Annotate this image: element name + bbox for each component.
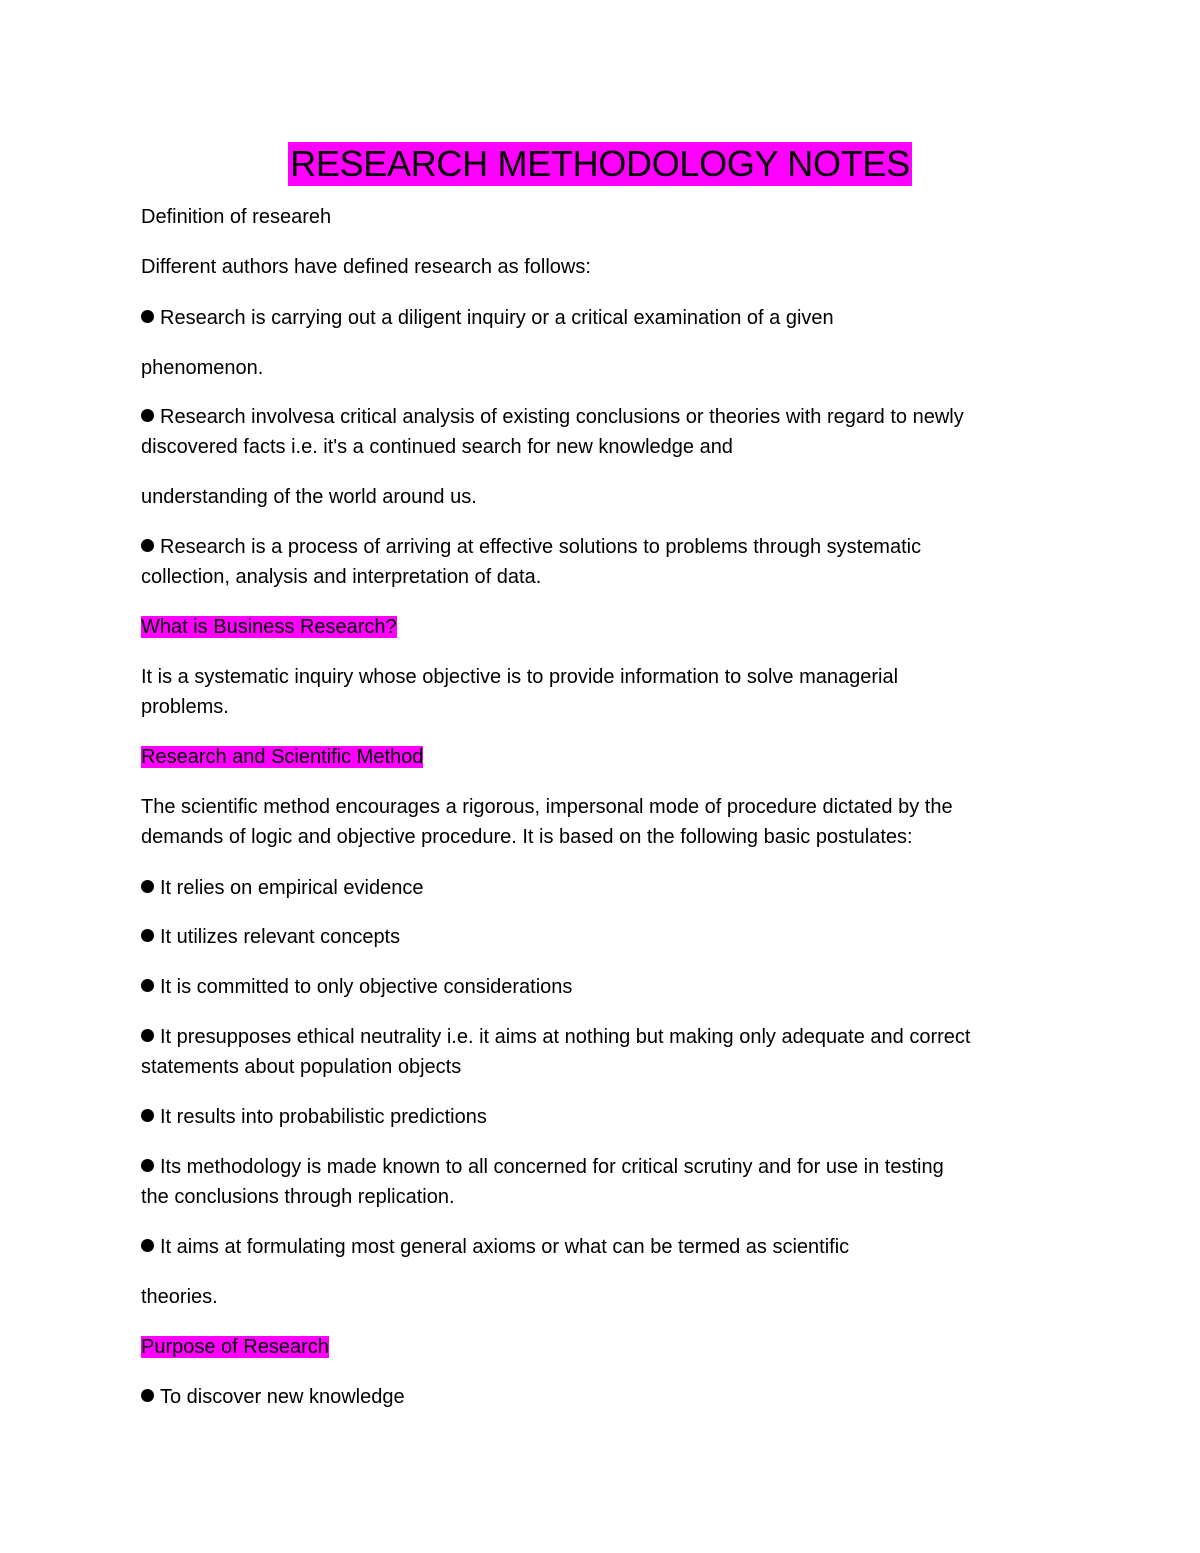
scientific-paragraph-cont: demands of logic and objective procedure. It is based on the following basic postulates: (141, 826, 913, 848)
scientific-bullet-1 (141, 873, 423, 903)
highlighted-heading: Research and Scientific Method (141, 746, 424, 768)
bullet-icon (141, 1159, 154, 1172)
scientific-bullet-6 (141, 1152, 944, 1182)
highlighted-heading: What is Business Research? (141, 616, 397, 638)
scientific-bullet-3 (141, 972, 572, 1002)
definition-bullet-3 (141, 532, 921, 562)
scientific-paragraph: The scientific method encourages a rigorous, impersonal mode of procedure dictated by the (141, 796, 953, 818)
scientific-heading (141, 742, 423, 772)
bullet-text: Research is carrying out a diligent inquiry or a critical examination of a given (160, 307, 834, 329)
bullet-text: Research involvesa critical analysis of existing conclusions or theories with regard to newly (160, 406, 964, 428)
business-paragraph-cont: problems. (141, 696, 229, 718)
scientific-bullet-4 (141, 1022, 970, 1052)
highlighted-heading: Purpose of Research (141, 1336, 329, 1358)
bullet-icon (141, 1109, 154, 1122)
scientific-bullet-6-cont: the conclusions through replication. (141, 1186, 455, 1208)
bullet-text: Its methodology is made known to all concerned for critical scrutiny and for use in testing (160, 1156, 944, 1178)
definition-bullet-2-cont: discovered facts i.e. it's a continued search for new knowledge and (141, 436, 733, 458)
scientific-bullet-4-cont: statements about population objects (141, 1056, 462, 1078)
bullet-icon (141, 310, 154, 323)
business-heading (141, 612, 397, 642)
scientific-bullet-7-cont: theories. (141, 1286, 218, 1308)
definition-bullet-2 (141, 402, 964, 432)
scientific-bullet-7 (141, 1232, 849, 1262)
bullet-icon (141, 409, 154, 422)
definition-bullet-1-cont: phenomenon. (141, 357, 264, 379)
scientific-bullet-5 (141, 1102, 487, 1132)
definition-bullet-1 (141, 303, 834, 333)
definition-heading: Definition of researeh (141, 206, 332, 228)
bullet-text: It is committed to only objective considerations (160, 976, 573, 998)
bullet-icon (141, 1389, 154, 1402)
bullet-text: It utilizes relevant concepts (160, 926, 401, 948)
definition-bullet-2-cont2: understanding of the world around us. (141, 486, 477, 508)
scientific-bullet-2 (141, 922, 400, 952)
bullet-icon (141, 979, 154, 992)
title-wrapper (0, 142, 1200, 186)
purpose-heading (141, 1332, 329, 1362)
bullet-text: It relies on empirical evidence (160, 877, 424, 899)
bullet-text: To discover new knowledge (160, 1386, 405, 1408)
bullet-icon (141, 1029, 154, 1042)
bullet-icon (141, 1239, 154, 1252)
page-title: RESEARCH METHODOLOGY NOTES (290, 143, 910, 184)
bullet-text: It aims at formulating most general axioms or what can be termed as scientific (160, 1236, 850, 1258)
business-paragraph: It is a systematic inquiry whose objective is to provide information to solve managerial (141, 666, 899, 688)
bullet-icon (141, 880, 154, 893)
bullet-text: It presupposes ethical neutrality i.e. it aims at nothing but making only adequate and correct (160, 1026, 971, 1048)
bullet-text: Research is a process of arriving at effective solutions to problems through systematic (160, 536, 922, 558)
bullet-icon (141, 929, 154, 942)
bullet-text: It results into probabilistic predictions (160, 1106, 487, 1128)
purpose-bullet-1 (141, 1382, 405, 1412)
definition-intro: Different authors have defined research as follows: (141, 256, 591, 278)
definition-bullet-3-cont: collection, analysis and interpretation of data. (141, 566, 542, 588)
bullet-icon (141, 539, 154, 552)
